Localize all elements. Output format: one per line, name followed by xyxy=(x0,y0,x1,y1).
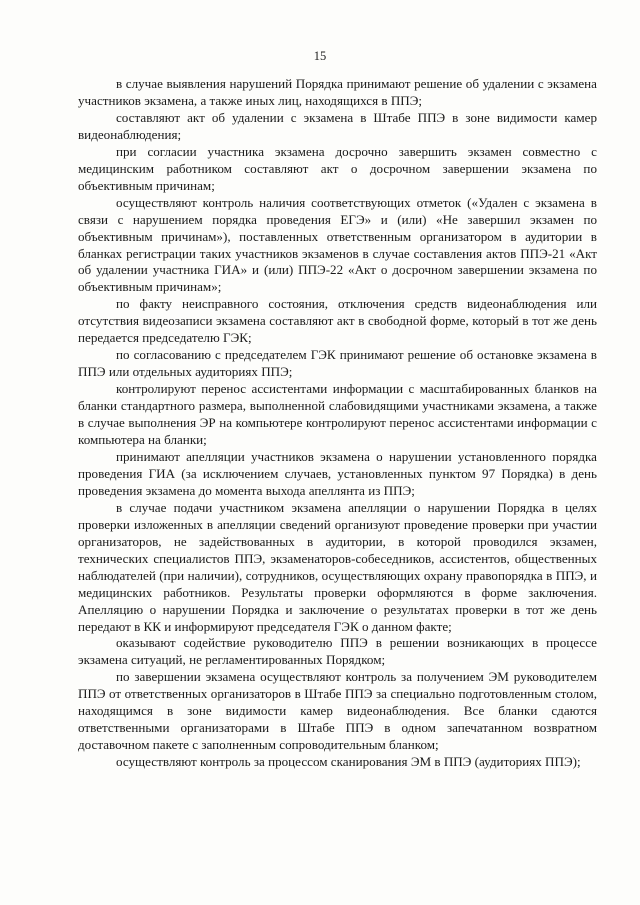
paragraph: по факту неисправного состояния, отключения средств видеонаблюдения или отсутствия видеозаписи экзамена составляют акт в свободной форме, который в тот же день передается председателю ГЭК; xyxy=(78,296,597,346)
page-number: 15 xyxy=(313,49,327,63)
paragraph: по завершении экзамена осуществляют контроль за получением ЭМ руководителем ППЭ от ответственных организаторов в Штабе ППЭ за специально подготовленным столом, находящимся в зоне видимости камер видеонаблюдения. Все бланки сдаются ответственными организаторами в Штабе ППЭ в одном запечатанном возвратном доставочном пакете с заполненным сопроводительным бланком; xyxy=(78,669,597,753)
paragraph: по согласованию с председателем ГЭК принимают решение об остановке экзамена в ППЭ или отдельных аудиториях ППЭ; xyxy=(78,347,597,380)
document-body xyxy=(78,76,597,771)
paragraph: контролируют перенос ассистентами информации с масштабированных бланков на бланки стандартного размера, выполненной слабовидящими участниками экзамена, а также в случае выполнения ЭР на компьютере контролируют перенос ассистентами информации с компьютера на бланки; xyxy=(78,381,597,448)
paragraph: принимают апелляции участников экзамена о нарушении установленного порядка проведения ГИА (за исключением случаев, установленных пунктом 97 Порядка) в день проведения экзамена до момента выхода апеллянта из ППЭ; xyxy=(78,448,597,498)
paragraph: оказывают содействие руководителю ППЭ в решении возникающих в процессе экзамена ситуаций, не регламентированных Порядком; xyxy=(78,635,597,668)
paragraph: осуществляют контроль наличия соответствующих отметок («Удален с экзамена в связи с нарушением порядка проведения ЕГЭ» и (или) «Не завершил экзамен по объективным причинам»), поставленных ответственным организатором в аудитории в бланках регистрации таких участников экзаменов в случае составления актов ППЭ-21 «Акт об удалении участника ГИА» и (или) ППЭ-22 «Акт о досрочном завершении экзамена по объективным причинам»; xyxy=(78,194,597,295)
paragraph: осуществляют контроль за процессом сканирования ЭМ в ППЭ (аудиториях ППЭ); xyxy=(116,754,581,770)
paragraph: в случае выявления нарушений Порядка принимают решение об удалении с экзамена участников экзамена, а также иных лиц, находящихся в ППЭ; xyxy=(78,76,597,108)
paragraph: при согласии участника экзамена досрочно завершить экзамен совместно с медицинским работником составляют акт о досрочном завершении экзамена по объективным причинам; xyxy=(78,143,597,193)
paragraph: составляют акт об удалении с экзамена в Штабе ППЭ в зоне видимости камер видеонаблюдения; xyxy=(78,109,597,142)
paragraph: в случае подачи участником экзамена апелляции о нарушении Порядка в целях проверки изложенных в апелляции сведений организуют проведение проверки при участии организаторов, не задействованных в аудитории, в которой проводился экзамен, технических специалистов ППЭ, экзаменаторов-собеседников, ассистентов, общественных наблюдателей (при наличии), сотрудников, осуществляющих охрану правопорядка в ППЭ, и медицинских работников. Результаты проверки оформляются в форме заключения. Апелляцию о нарушении Порядка и заключение о результатах проверки в тот же день передают в КК и информируют председателя ГЭК о данном факте; xyxy=(78,499,597,634)
